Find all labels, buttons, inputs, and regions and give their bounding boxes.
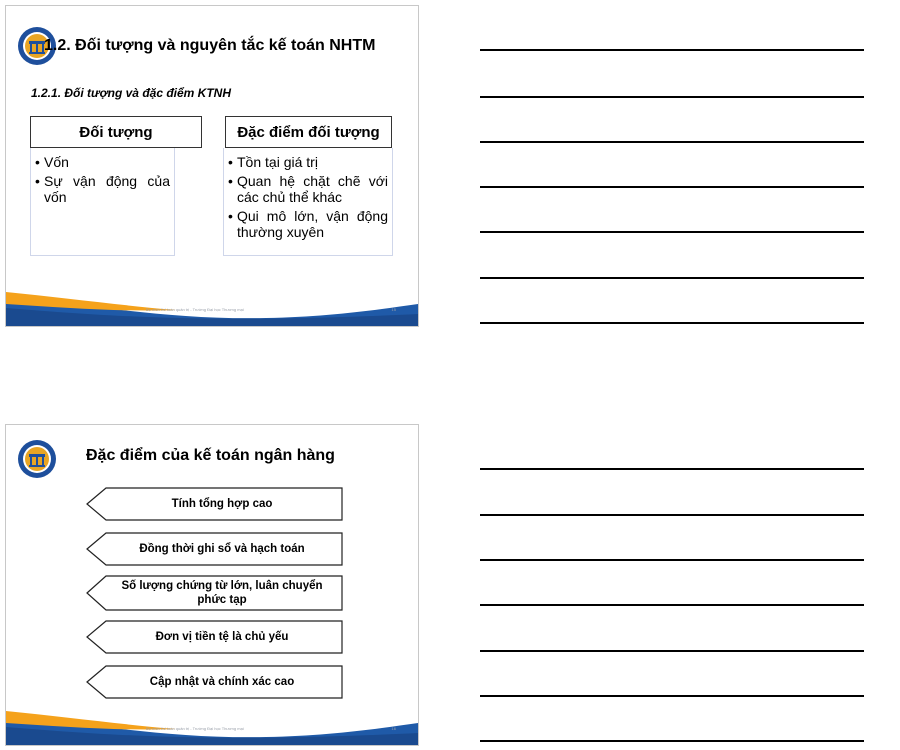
note-line: [480, 322, 864, 324]
note-line: [480, 559, 864, 561]
list-item: • Qui mô lớn, vận động thường xuyên: [228, 208, 388, 240]
slide-title: Đặc điểm của kế toán ngân hàng: [86, 447, 335, 464]
note-line: [480, 186, 864, 188]
note-line: [480, 231, 864, 233]
note-line: [480, 277, 864, 279]
feature-chevron: Tính tổng hợp cao: [86, 487, 344, 521]
list-item: • Vốn: [35, 154, 69, 170]
feature-chevron: Cập nhật và chính xác cao: [86, 665, 344, 699]
slide-2: [5, 424, 419, 746]
note-line: [480, 740, 864, 742]
column-body-right: [223, 148, 393, 256]
page-number: 16: [391, 726, 396, 731]
list-item: • Quan hệ chặt chẽ với các chủ thể khác: [228, 173, 388, 205]
university-seal-icon: [17, 439, 57, 479]
footer-text: Bộ môn Kế toán quản trị - Trường Đại học Thương mại: [146, 726, 244, 731]
column-body-left: [30, 148, 175, 256]
feature-chevron: Số lượng chứng từ lớn, luân chuyển phức tạp: [86, 575, 344, 611]
feature-chevron: Đơn vị tiền tệ là chủ yếu: [86, 620, 344, 654]
note-line: [480, 514, 864, 516]
list-item: • Tồn tại giá trị: [228, 154, 318, 170]
note-line: [480, 141, 864, 143]
column-header-right: Đặc điểm đối tượng: [225, 116, 392, 148]
slide-1: [5, 5, 419, 327]
footer-text: Bộ môn Kế toán quản trị - Trường Đại học Thương mại: [146, 307, 244, 312]
column-header-left: Đối tượng: [30, 116, 202, 148]
section-subtitle: 1.2.1. Đối tượng và đặc điểm KTNH: [31, 86, 231, 100]
note-line: [480, 604, 864, 606]
list-item: • Sự vận động của vốn: [35, 173, 170, 205]
note-line: [480, 468, 864, 470]
note-line: [480, 695, 864, 697]
note-line: [480, 49, 864, 51]
note-line: [480, 96, 864, 98]
feature-chevron: Đồng thời ghi sổ và hạch toán: [86, 532, 344, 566]
note-line: [480, 650, 864, 652]
slide-title: 1.2. Đối tượng và nguyên tắc kế toán NHTM: [44, 37, 376, 54]
page-number: 15: [391, 307, 396, 312]
